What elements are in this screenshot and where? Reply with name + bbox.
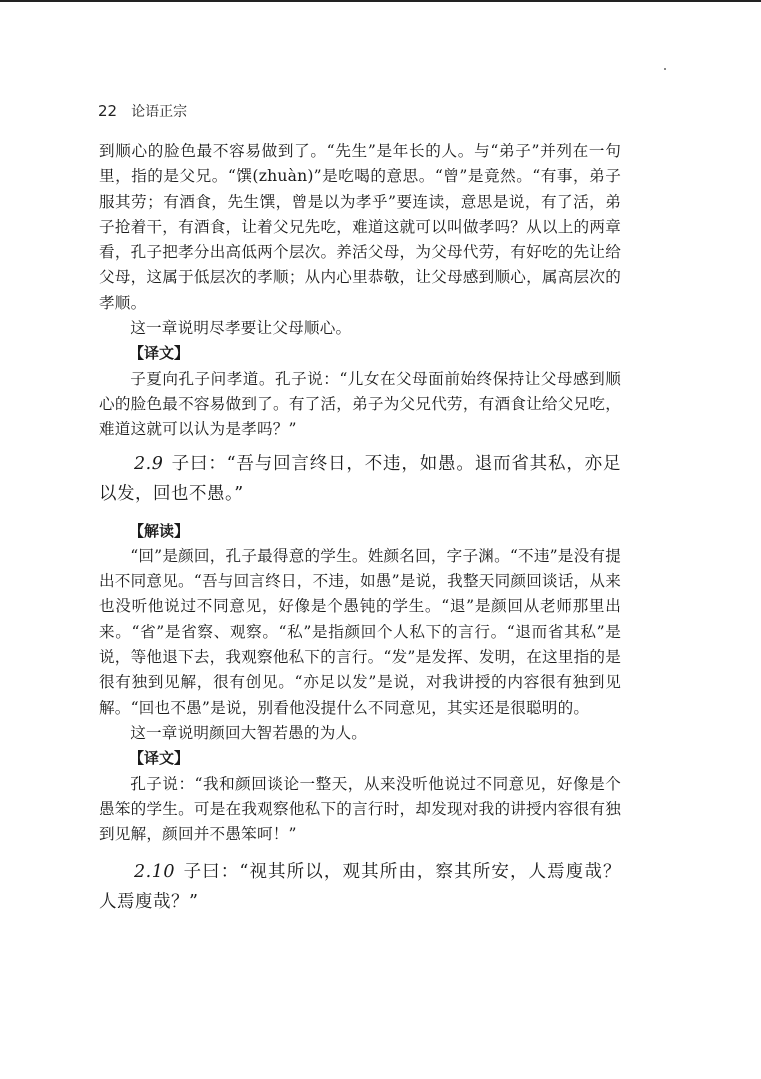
translation-paragraph: 孔子说：“我和颜回谈论一整天，从来没听他说过不同意见，好像是个愚笨的学生。可是在我观察他私下的言行时，却发现对我的讲授内容很有独到见解，颜回并不愚笨呵！” — [99, 774, 621, 844]
spacer — [99, 847, 621, 857]
top-border — [0, 0, 761, 2]
book-title: 论语正宗 — [131, 104, 188, 120]
verse-text: 子曰：“吾与回言终日，不违，如愚。退而省其私，亦足以发，回也不愚。” — [99, 453, 621, 504]
verse-number: 2.9 — [134, 453, 164, 474]
verse-2-10 — [99, 857, 621, 917]
spacer — [99, 509, 621, 519]
translation-heading: 【译文】 — [129, 344, 190, 363]
verse-text: 子曰：“视其所以，观其所由，察其所安，人焉廋哉？人焉廋哉？” — [99, 862, 621, 913]
translation-heading: 【译文】 — [129, 749, 190, 768]
reading-paragraph: “回”是颜回，孔子最得意的学生。姓颜名回，字子渊。“不违”是没有提出不同意见。“吾与回言终日，不违，如愚”是说，我整天同颜回谈话，从来也没听他说过不同意见，好像是个愚钝的学生。“退”是颜回从老师那里出来。“省”是省察、观察。“私”是指颜回个人私下的言行。“退而省其私”是说，等他退下去，我观察他私下的言行。“发”是发挥、发明，在这里指的是很有独到见解，很有创见。“亦足以发”是说，对我讲授的内容很有独到见解。“回也不愚”是说，别看他没提什么不同意见，其实还是很聪明的。 — [99, 546, 621, 717]
verse-2-9 — [99, 449, 621, 509]
page-number: 22 — [98, 102, 118, 120]
reading-heading: 【解读】 — [129, 521, 190, 540]
chapter-summary: 这一章说明尽孝要让父母顺心。 — [130, 319, 352, 338]
commentary-paragraph: 到顺心的脸色最不容易做到了。“先生”是年长的人。与“弟子”并列在一句里，指的是父兄。“馔(zhuàn)”是吃喝的意思。“曾”是竟然。“有事，弟子服其劳；有酒食，先生馔，曾是以为孝乎”要连读，意思是说，有了活，弟子抢着干，有酒食，让着父兄先吃，难道这就可以叫做孝吗？从以上的两章看，孔子把孝分出高低两个层次。养活父母，为父母代劳，有好吃的先让给父母，这属于低层次的孝顺；从内心里恭敬，让父母感到顺心，属高层次的孝顺。 — [99, 142, 621, 312]
translation-paragraph: 子夏向孔子问孝道。孔子说：“儿女在父母面前始终保持让父母感到顺心的脸色最不容易做到了。有了活，弟子为父兄代劳，有酒食让给父兄吃，难道这就可以认为是孝吗？” — [99, 369, 621, 439]
verse-number: 2.10 — [134, 862, 175, 883]
scan-speck — [664, 68, 666, 70]
page-body — [99, 139, 621, 917]
chapter-summary: 这一章说明颜回大智若愚的为人。 — [130, 723, 368, 742]
page-header — [98, 101, 187, 121]
